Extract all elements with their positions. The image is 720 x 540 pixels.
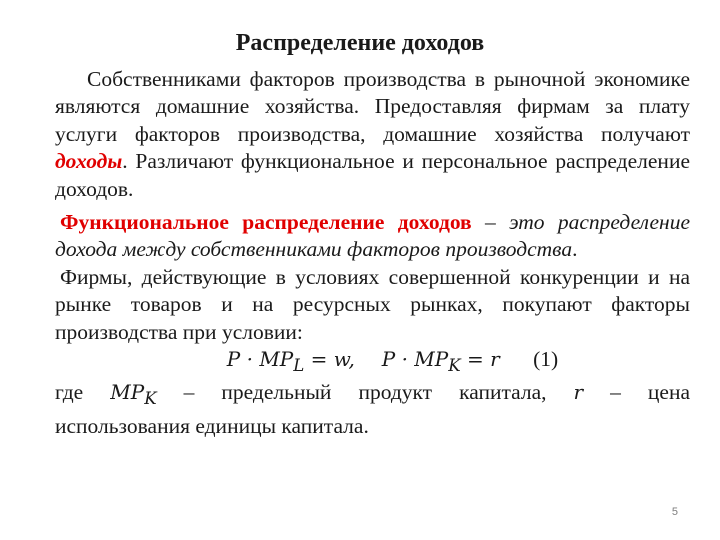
formula-capital [381,347,500,376]
formula-equilibrium [55,346,690,379]
where-line [55,379,690,412]
formula-capital-rhs: = r [460,347,500,372]
formula-labor-lhs: P · MP [226,347,294,372]
slide-title: Распределение доходов [235,30,485,56]
paragraph-definition [55,209,690,264]
where-word-marginal: предельный [221,380,332,405]
where-symbol-base: MP [110,380,145,405]
formula-labor-rhs: = w, [304,347,355,372]
paragraph-owners [55,66,690,203]
where-word-capital: капитала, [459,380,547,405]
where-r-symbol: r [573,380,584,405]
formula-labor [226,347,355,376]
where-word-product: продукт [358,380,433,405]
highlight-income: доходы [55,149,123,174]
page-number: 5 [671,506,678,518]
formula-labor-sub: L [293,356,305,376]
term-functional-distribution: Функциональное распределение доходов [60,210,472,235]
paragraph-owners-text: Собственниками факторов производства в рыночной экономике являются домашние хозяйства. Предоставляя фирмам за плату услуги факторов производства, домашние хозяйства получают [55,67,690,146]
definition-period: . [572,237,578,262]
slide-body [55,66,690,440]
last-line: использования единицы капитала. [55,413,369,438]
paragraph-owners-text-end: . Различают функциональное и персональное распределение доходов. [55,149,690,201]
where-symbol [110,379,156,412]
where-word: где [55,380,84,405]
where-dash: – [183,380,195,405]
where-dash-2: – [610,380,621,405]
formula-capital-sub: K [448,356,461,376]
where-word-price: цена [647,380,690,405]
formula-number: (1) [533,347,559,372]
formula-capital-lhs: P · MP [381,347,449,372]
paragraph-firms: Фирмы, действующие в условиях совершенной конкуренции и на рынке товаров и на ресурсных рынках, покупают факторы производства при условии: [55,264,690,344]
where-symbol-sub: K [144,389,157,409]
definition-text: – это распределение дохода между собственниками факторов производства [55,210,690,262]
